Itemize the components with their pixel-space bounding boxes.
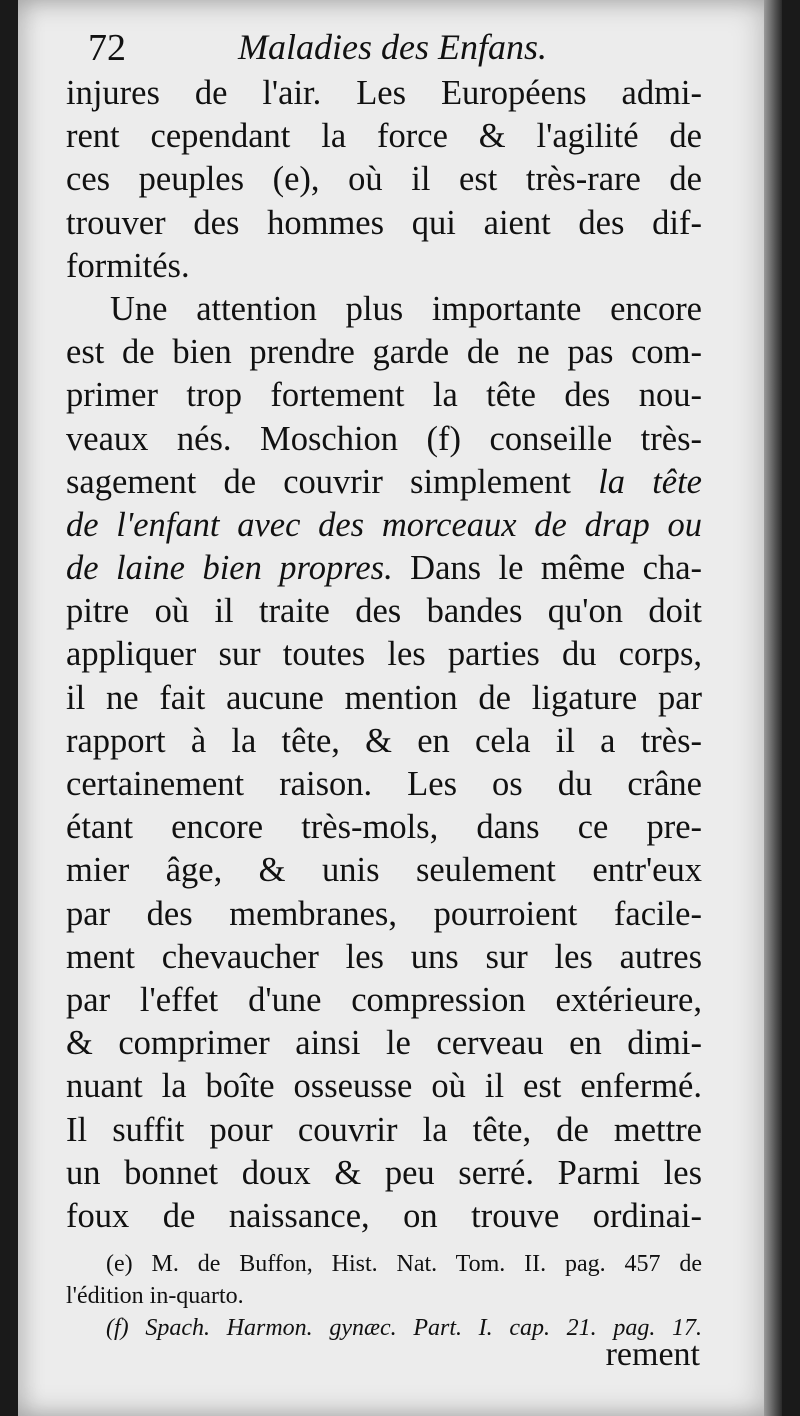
footnotes [66,1248,702,1344]
text-line: veaux nés. Moschion (f) conseille très- [66,419,702,458]
text-line: primer trop fortement la tête des nou- [66,376,702,415]
footnote-f: (f) Spach. Harmon. gynæc. Part. I. cap. 21. pag. 17. [106,1315,702,1341]
page-number: 72 [88,27,126,69]
text-line: pitre où il traite des bandes qu'on doit [66,592,702,631]
text-line: par des membranes, pourroient facile- [66,894,702,933]
text-line: appliquer sur toutes les parties du corps, [66,635,702,674]
text-line: ment chevaucher les uns sur les autres [66,937,702,976]
running-title: Maladies des Enfans. [238,27,547,67]
italic-segment: la tête [598,462,702,501]
text-line-mixed [66,461,702,504]
text-line: étant encore très-mols, dans ce pre- [66,808,702,847]
text-line: Une attention plus importante encore [110,289,702,328]
text-line: ces peuples (e), où il est très-rare de [66,160,702,199]
text-segment: sagement de couvrir simplement [66,462,571,501]
text-line: mier âge, & unis seulement entr'eux [66,851,702,890]
text-line: rapport à la tête, & en cela il a très- [66,721,702,760]
body-text [66,72,702,1238]
italic-segment: de laine bien propres. [66,549,393,588]
text-line: est de bien prendre garde de ne pas com- [66,333,702,372]
text-line: foux de naissance, on trouve ordinai- [66,1196,702,1235]
page-edge-shadow [764,0,782,1416]
text-line: un bonnet doux & peu serré. Parmi les [66,1153,702,1192]
text-line: Il suffit pour couvrir la tête, de mettre [66,1110,702,1149]
text-line: injures de l'air. Les Européens admi- [66,74,702,112]
text-line: par l'effet d'une compression extérieure, [66,980,702,1019]
footnote-e: (e) M. de Buffon, Hist. Nat. Tom. II. pag. 457 de [106,1251,702,1277]
text-segment: Dans le même cha- [392,549,702,588]
footnote-e-continued: l'édition in-quarto. [66,1283,244,1309]
text-line-mixed [66,547,702,590]
text-line: nuant la boîte osseusse où il est enfermé. [66,1067,702,1106]
text-line: rent cependant la force & l'agilité de [66,117,702,156]
text-line: certainement raison. Les os du crâne [66,765,702,803]
text-line-italic: de l'enfant avec des morceaux de drap ou [66,505,702,544]
text-line: formités. [66,246,190,285]
catchword: rement [605,1336,700,1373]
text-line: trouver des hommes qui aient des dif- [66,203,702,242]
text-line: & comprimer ainsi le cerveau en dimi- [66,1024,702,1063]
text-line: il ne fait aucune mention de ligature par [66,678,702,717]
page-header [88,22,728,74]
